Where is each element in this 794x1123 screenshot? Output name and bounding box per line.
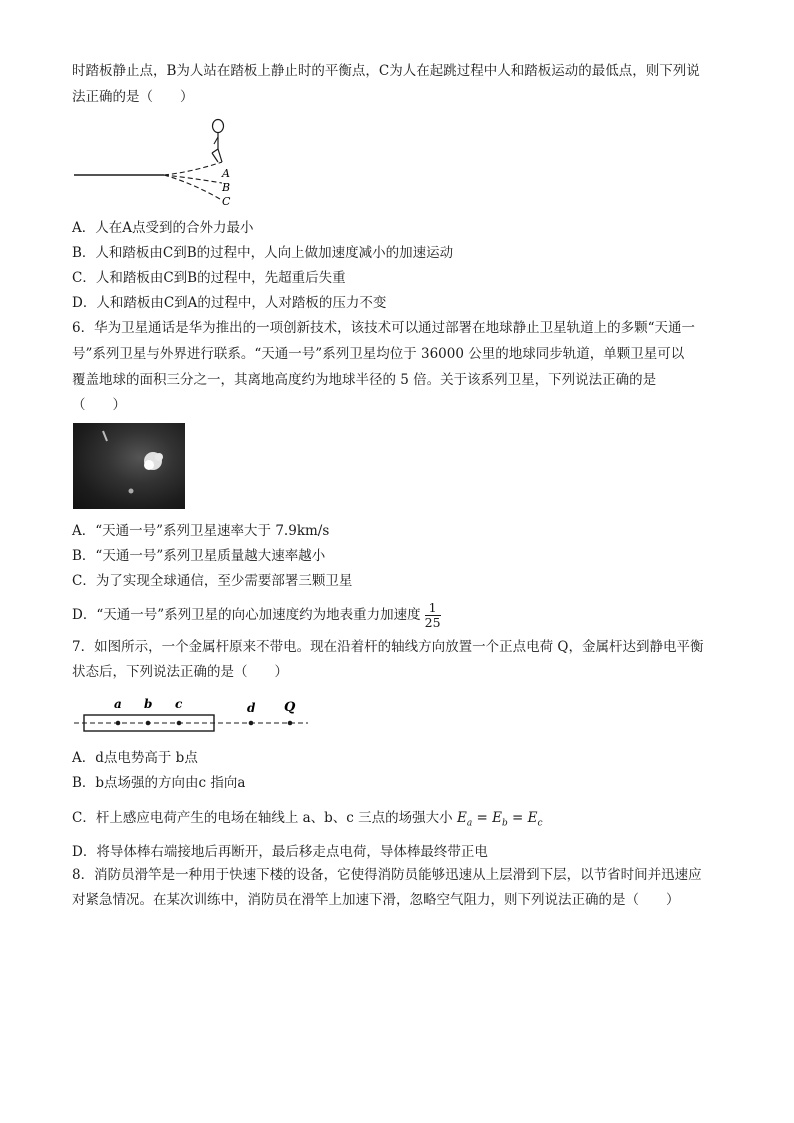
fraction-numerator: 1 — [425, 601, 441, 616]
q7-stem-line1: 7．如图所示，一个金属杆原来不带电。现在沿着杆的轴线方向放置一个正点电荷 Q，金属杆达到静电平衡 — [72, 639, 704, 655]
rod-label-b: b — [144, 697, 153, 711]
fraction-denominator: 25 — [424, 615, 441, 630]
q6-option-c: C．为了实现全球通信，至少需要部署三颗卫星 — [72, 573, 353, 589]
q7-stem-line2: 状态后，下列说法正确的是（ ） — [72, 664, 288, 680]
fraction-one-25th — [425, 601, 441, 630]
q6-stem-line1: 6．华为卫星通话是华为推出的一项创新技术，该技术可以通过部署在地球静止卫星轨道上的多颗“天通一 — [72, 320, 695, 336]
q7-option-c — [72, 808, 728, 834]
q5-stem-line1: 时踏板静止点，B为人站在踏板上静止时的平衡点，C为人在起跳过程中人和踏板运动的最低点，则下列说 — [72, 63, 700, 79]
equation-ea-eb-ec: $E_a = E_b = E_c$ — [456, 810, 543, 829]
q6-option-d-text: D．“天通一号”系列卫星的向心加速度约为地表重力加速度 — [72, 607, 421, 623]
fig-label-C: C — [222, 195, 231, 208]
rod-label-a: a — [114, 697, 122, 711]
fig-label-A: A — [222, 167, 230, 180]
fig-label-B: B — [222, 181, 231, 194]
q7-option-b: B．b点场强的方向由c 指向a — [72, 775, 246, 791]
q8-stem-line2: 对紧急情况。在某次训练中，消防员在滑竿上加速下滑，忽略空气阻力，则下列说法正确的是（ ） — [72, 892, 680, 908]
q5-option-b: B．人和踏板由C到B的过程中，人向上做加速度减小的加速运动 — [72, 245, 454, 261]
q7-option-d: D．将导体棒右端接地后再断开，最后移走点电荷，导体棒最终带正电 — [72, 844, 488, 860]
person-figure — [212, 120, 224, 163]
q6-stem-line2: 号”系列卫星与外界进行联系。“天通一号”系列卫星均位于 36000 公里的地球同步轨道，单颗卫星可以 — [72, 346, 685, 362]
q5-option-c: C．人和踏板由C到B的过程中，先超重后失重 — [72, 270, 346, 286]
springboard-figure — [72, 115, 252, 210]
q7-option-a: A．d点电势高于 b点 — [72, 750, 198, 766]
q6-option-a: A．“天通一号”系列卫星速率大于 7.9km/s — [72, 523, 330, 539]
q8-stem-line1: 8．消防员滑竿是一种用于快速下楼的设备，它使得消防员能够迅速从上层滑到下层，以节省时间并迅速应 — [72, 867, 702, 883]
q6-option-b: B．“天通一号”系列卫星质量越大速率越小 — [72, 548, 326, 564]
q7-option-c-text: C．杆上感应电荷产生的电场在轴线上 a、b、c 三点的场强大小 — [72, 810, 453, 826]
q6-stem-line3: 覆盖地球的面积三分之一，其离地高度约为地球半径的 5 倍。关于该系列卫星，下列说法正确的是 — [72, 372, 657, 388]
metal-rod-figure — [72, 690, 312, 740]
rod-label-d: d — [247, 701, 256, 715]
q6-stem-line4: （ ） — [72, 397, 126, 413]
q6-option-d — [72, 598, 728, 632]
q5-option-d: D．人和踏板由C到A的过程中，人对踏板的压力不变 — [72, 295, 387, 311]
q5-stem-line2: 法正确的是（ ） — [72, 89, 194, 105]
q5-option-a: A．人在A点受到的合外力最小 — [72, 220, 254, 236]
rod-label-Q: Q — [284, 700, 296, 715]
satellite-photo — [73, 423, 185, 509]
rod-label-c: c — [175, 697, 183, 711]
